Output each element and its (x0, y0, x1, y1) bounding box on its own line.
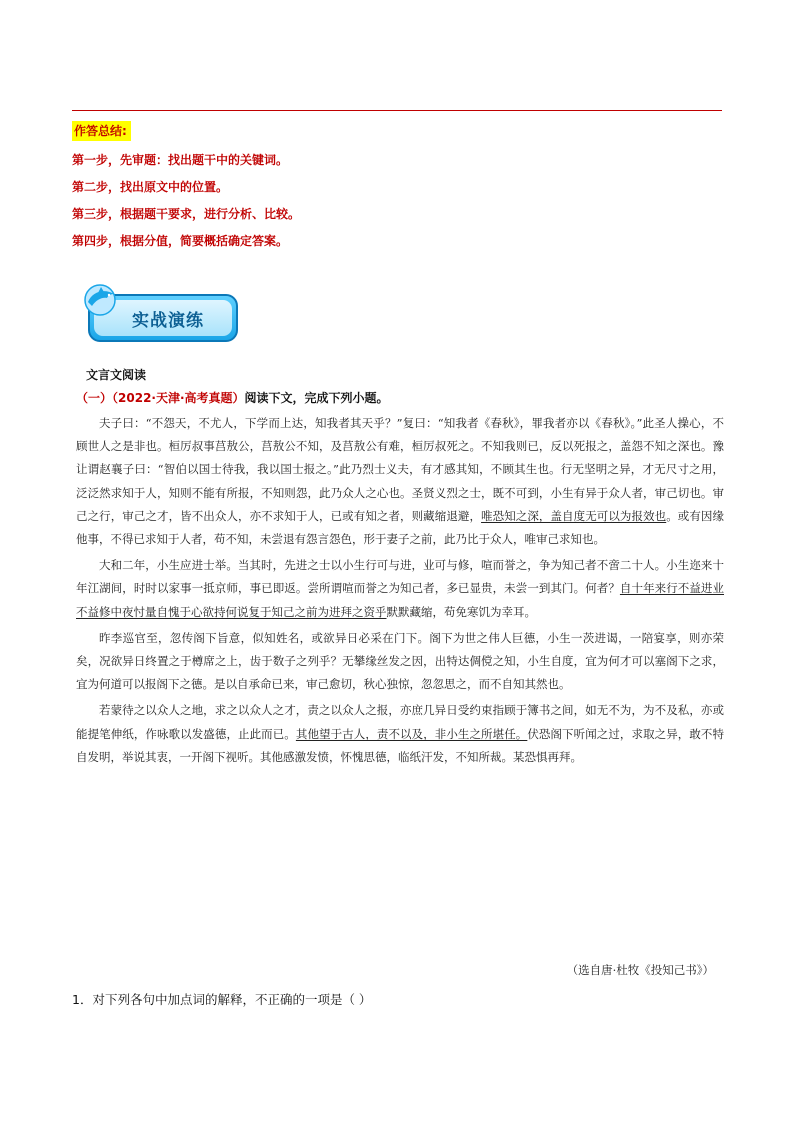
question-number: （一） (76, 391, 113, 405)
passage-paragraph-4: 若蒙待之以众人之地，求之以众人之才，责之以众人之报，亦庶几异日受约束指顾于簿书之间，如无不为，为不及私，亦或能提笔伸纸，作咏歌以发盛德，止此而已。其他望于古人，责不以及，非小生之所堪任。伏恐阁下听闻之过，求取之异，敢不特自发明，举说其衷，一开阁下视听。其他感激发愤，怀愧思德，临纸汗发，不知所裁。某恐惧再拜。 (76, 703, 725, 764)
badge-label: 实战演练 (132, 310, 204, 331)
answer-summary (72, 120, 722, 249)
summary-step-4: 第四步，根据分值，简要概括确定答案。 (72, 234, 289, 248)
header-divider (72, 110, 722, 111)
underlined-sentence: 自十年来行不益进业不益修中夜忖量自愧于心欲持何说复于知己之前为进拜之资乎 (76, 581, 725, 619)
passage-paragraph-1: 夫子曰：“不怨天，不尤人，下学而上达，知我者其天乎？”复曰：“知我者《春秋》，罪我者亦以《春秋》。”此圣人操心，不顾世人之是非也。桓厉叔事莒敖公，莒敖公不知，及莒敖公有难，桓厉叔死之。不知我则已，反以死报之，盖怨不知之深也。豫让谓赵襄子曰：“智伯以国士待我，我以国士报之。”此乃烈士义夫，有才感其知，不顾其生也。行无坚明之异，才无尺寸之用，泛泛然求知于人，知则不能有所报，不知则怨，此乃众人之心也。圣贤义烈之士，既不可到，小生有异于众人者，审己切也。审己之行，审己之才，皆不出众人，亦不求知于人，已或有知之者，则藏缩退避，唯恐知之深，盖自度无可以为报效也。或有因缘他事，不得已求知于人者，苟不知，未尝退有怨言怨色，形于妻子之前，此乃比于众人，唯审己求知也。 (76, 416, 725, 547)
section-label: 文言文阅读 (86, 368, 147, 382)
question-1-stem: 1．对下列各句中加点词的解释，不正确的一项是（ ） (72, 992, 372, 1007)
underlined-sentence: 其他望于古人，责不以及，非小生之所堪任。 (295, 726, 528, 741)
summary-step-1: 第一步，先审题：找出题干中的关键词。 (72, 153, 289, 167)
question-source: （2022·天津·高考真题） (112, 391, 245, 405)
practice-badge (82, 282, 242, 348)
passage (76, 412, 724, 769)
question-intro (76, 389, 726, 406)
summary-step-3: 第三步，根据题干要求，进行分析、比较。 (72, 207, 301, 221)
summary-title: 作答总结: (72, 121, 131, 141)
dolphin-icon (82, 282, 122, 316)
question-instruction: 阅读下文，完成下列小题。 (244, 391, 389, 405)
passage-paragraph-3: 昨李巡官至，忽传阁下旨意，似知姓名，或欲异日必采在门下。阁下为世之伟人巨德，小生一茨进谒，一陪宴享，则亦荣矣，况欲异日终置之于樽席之上，齿于数子之列乎？无攀缘丝发之因，出特达倜傥之知，小生自度，宜为何才可以塞阁下之求，宜为何道可以报阁下之德。是以自承命已来，审己愈切，秋心独惊，忽忽思之，而不自知其然也。 (76, 630, 724, 692)
passage-source: （选自唐·杜牧《投知己书》） (566, 963, 714, 977)
summary-step-2: 第二步，找出原文中的位置。 (72, 180, 229, 194)
passage-paragraph-2: 大和二年，小生应进士举。当其时，先进之士以小生行可与进，业可与修，喧而誉之，争为知己者不啻二十人。小生迩来十年江湖间，时时以家事一抵京师，事已即返。尝所谓喧而誉之为知己者，多已显贵，未尝一到其门。何者？自十年来行不益进业不益修中夜忖量自愧于心欲持何说复于知己之前为进拜之资乎默默藏缩，苟免寒饥为幸耳。 (76, 558, 725, 619)
underlined-sentence: 唯恐知之深，盖自度无可以为报效也 (481, 508, 667, 523)
